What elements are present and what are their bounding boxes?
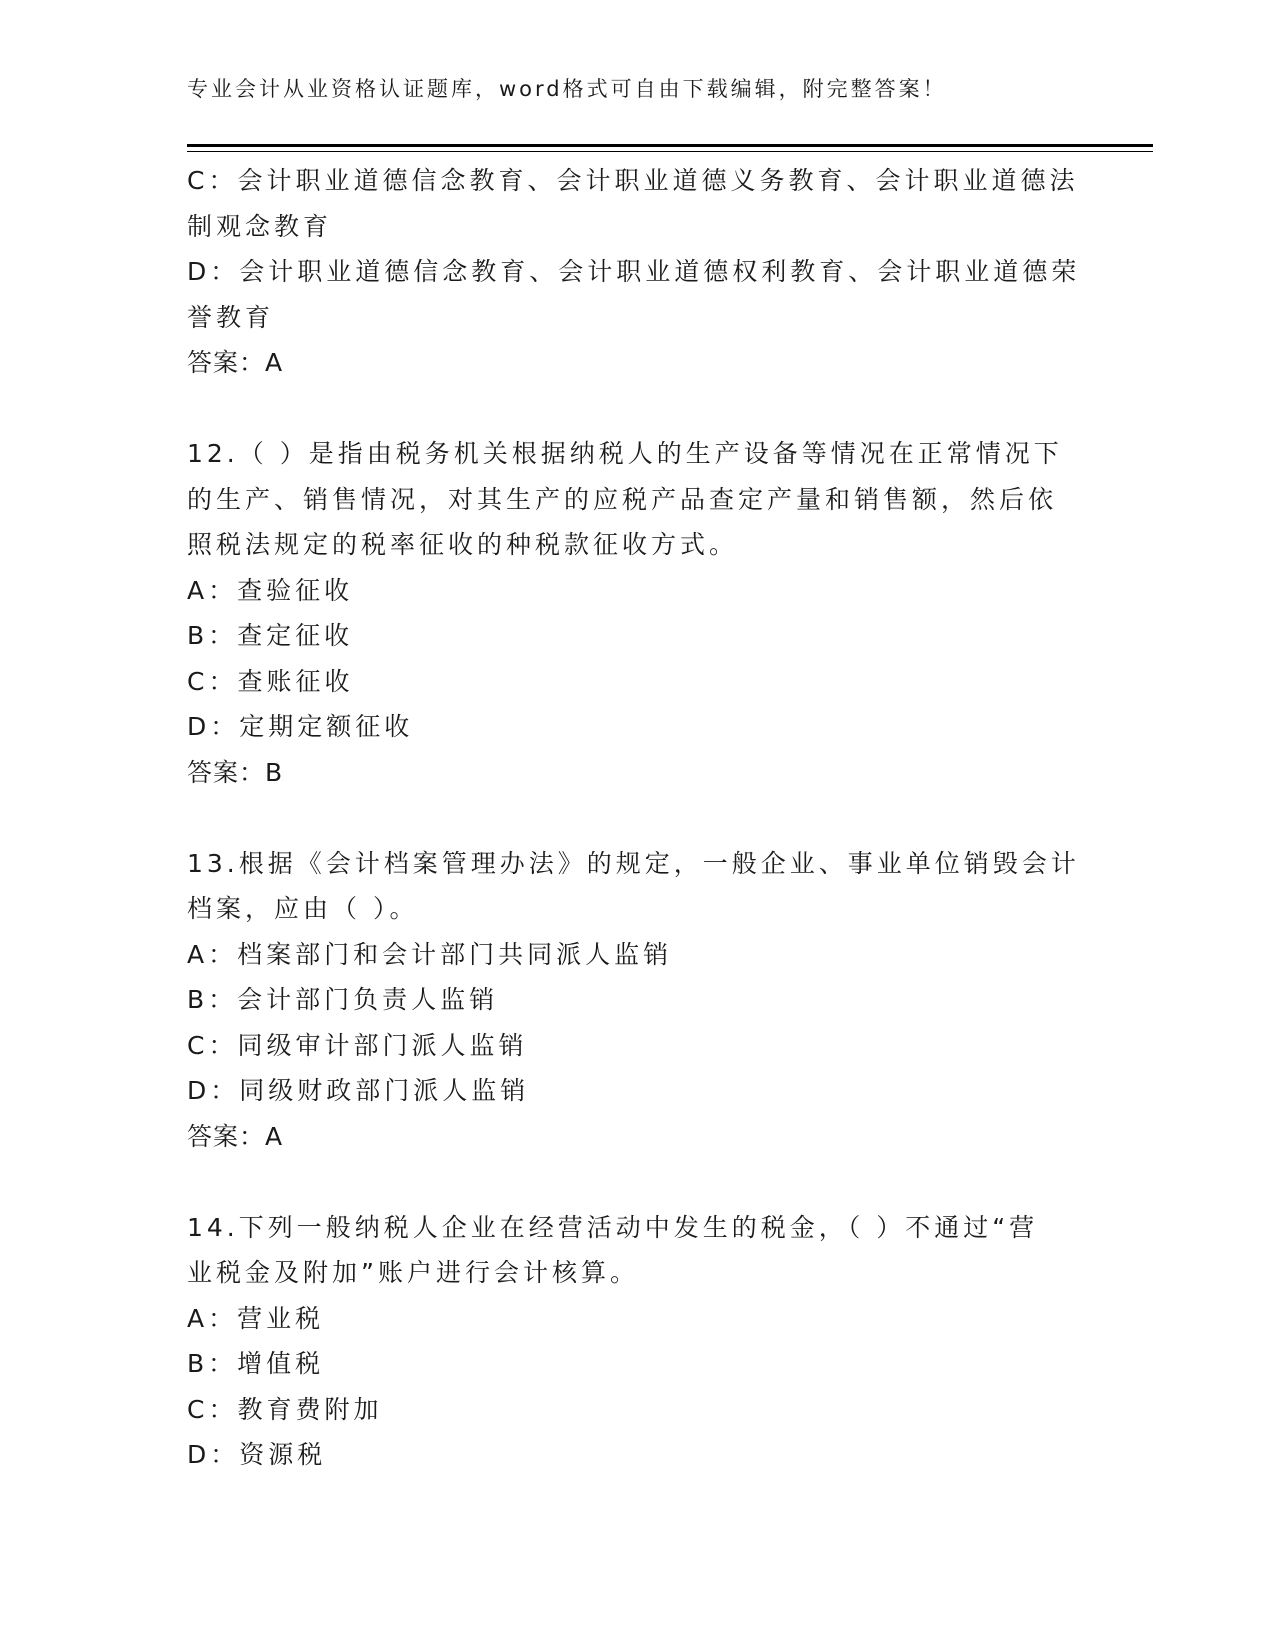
- option-d: D：资源税: [187, 1440, 327, 1469]
- answer-line: 答案：B: [187, 757, 284, 787]
- option-b: B：增值税: [187, 1349, 325, 1378]
- block-spacer: [187, 1159, 1087, 1205]
- option-c: C：同级审计部门派人监销: [187, 1030, 528, 1060]
- header-rule-thick: [187, 144, 1153, 147]
- question-stem-line-2: 档案，应由（ ）。: [187, 894, 419, 923]
- block-spacer: [187, 386, 1087, 432]
- question-block-14: [187, 1205, 1087, 1478]
- option-c: C：教育费附加: [187, 1394, 383, 1424]
- option-d: D：同级财政部门派人监销: [187, 1076, 530, 1105]
- header-rule-thin: [187, 151, 1153, 152]
- document-body: [187, 158, 1087, 1478]
- question-stem-line-1: 12.（ ）是指由税务机关根据纳税人的生产设备等情况在正常情况下: [187, 439, 1063, 468]
- option-a: A：营业税: [187, 1303, 325, 1333]
- option-c-line-1: C：会计职业道德信念教育、会计职业道德义务教育、会计职业道德法: [187, 166, 1079, 195]
- page-header: 专业会计从业资格认证题库，word格式可自由下载编辑，附完整答案！: [187, 77, 947, 101]
- question-block-11-continued: [187, 158, 1087, 386]
- option-d-line-2: 誉教育: [187, 302, 275, 332]
- question-block-12: [187, 431, 1087, 795]
- answer-line: 答案：A: [187, 1121, 284, 1151]
- question-block-13: [187, 841, 1087, 1160]
- option-b: B：查定征收: [187, 621, 354, 650]
- question-stem-line-1: 13.根据《会计档案管理办法》的规定，一般企业、事业单位销毁会计: [187, 848, 1080, 878]
- option-c-line-2: 制观念教育: [187, 211, 333, 241]
- block-spacer: [187, 795, 1087, 841]
- answer-line: 答案：A: [187, 348, 284, 377]
- question-stem-line-2: 业税金及附加”账户进行会计核算。: [187, 1258, 639, 1287]
- option-c: C：查账征收: [187, 666, 354, 696]
- option-b: B：会计部门负责人监销: [187, 985, 499, 1014]
- question-stem-line-1: 14.下列一般纳税人企业在经营活动中发生的税金，（ ）不通过“营: [187, 1212, 1039, 1242]
- question-stem-line-2: 的生产、销售情况，对其生产的应税产品查定产量和销售额，然后依: [187, 484, 1058, 514]
- option-a: A：查验征收: [187, 575, 354, 605]
- option-a: A：档案部门和会计部门共同派人监销: [187, 939, 673, 969]
- question-stem-line-3: 照税法规定的税率征收的种税款征收方式。: [187, 530, 739, 559]
- option-d: D：定期定额征收: [187, 712, 414, 741]
- option-d-line-1: D：会计职业道德信念教育、会计职业道德权利教育、会计职业道德荣: [187, 257, 1081, 286]
